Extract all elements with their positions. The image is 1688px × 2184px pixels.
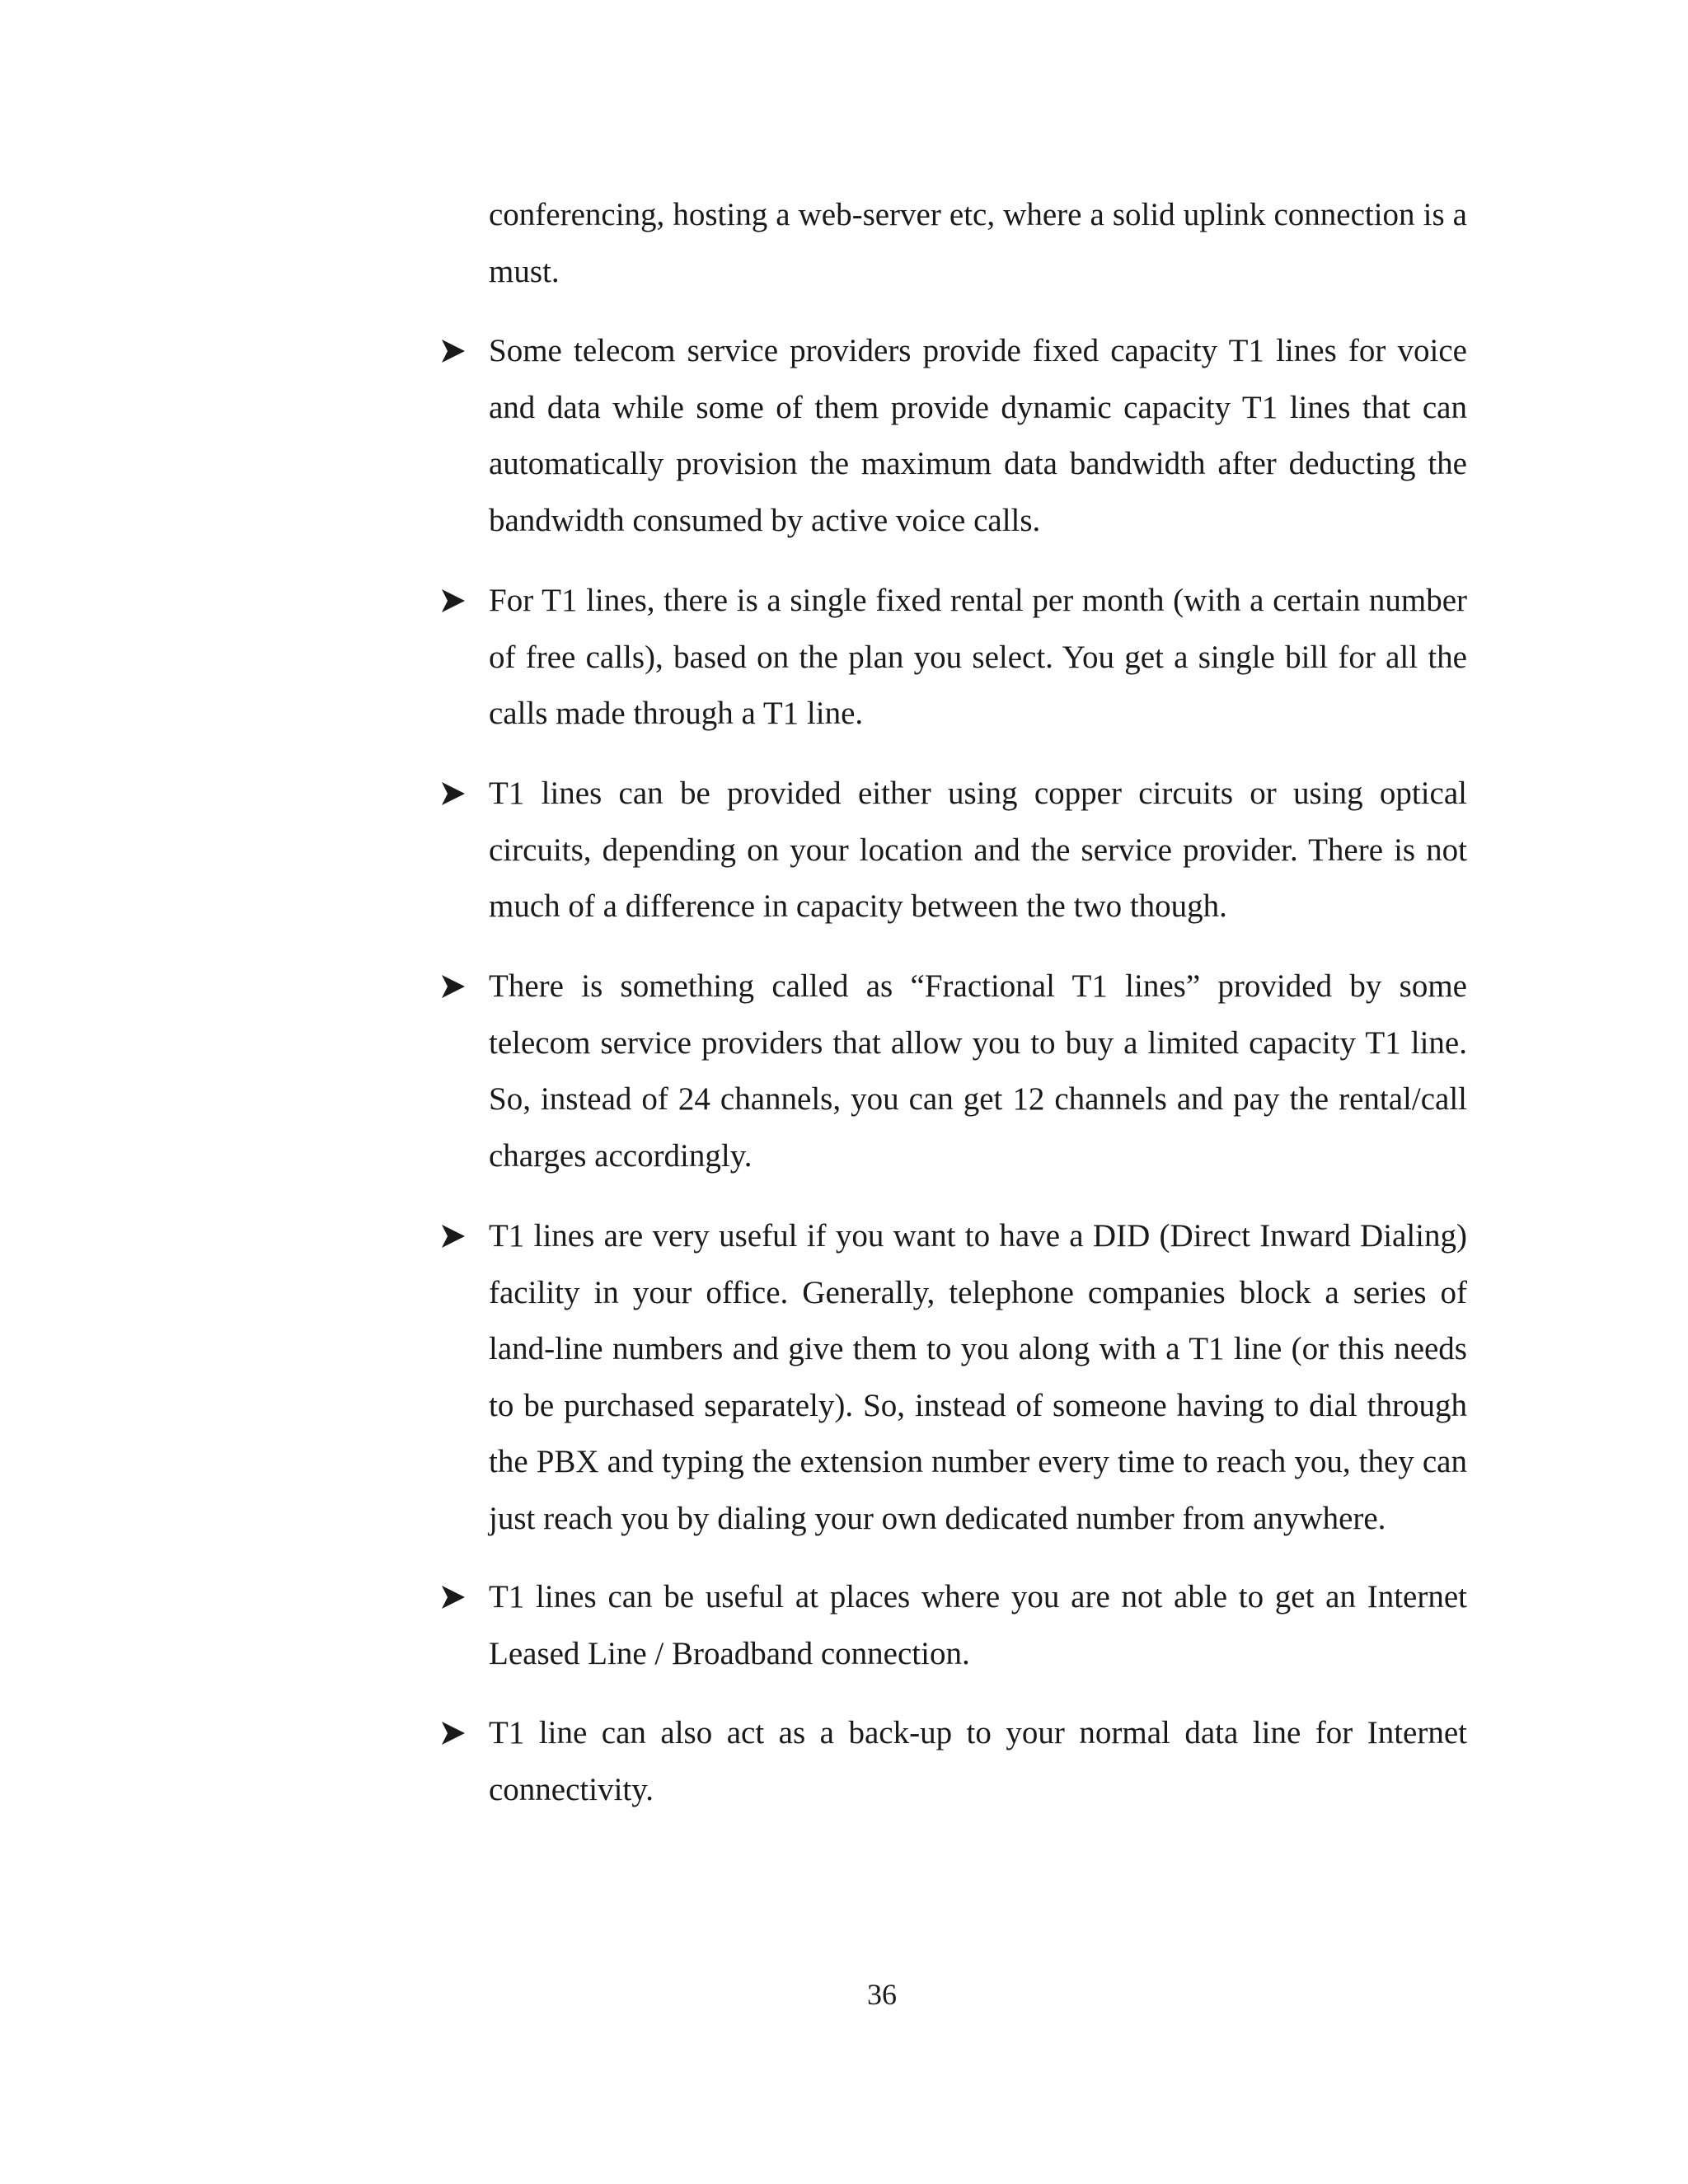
arrowhead-bullet-icon [438, 1582, 468, 1612]
arrowhead-bullet-icon [438, 336, 468, 366]
bullet-item-5: T1 lines are very useful if you want to have a DID (Direct Inward Dialing) facility in your office. Generally, telephone companies block a series of land-line numbers and give them to you along with a T1 line (or this needs to be purchased separately). So, instead of someone having to dial through the PBX and typing the extension number every time to reach you, they can just reach you by dialing your own dedicated number from anywhere. [489, 1218, 1467, 1536]
bullet-item-7: T1 line can also act as a back-up to your normal data line for Internet connectivity. [489, 1715, 1467, 1807]
bullet-item-1: Some telecom service providers provide fixed capacity T1 lines for voice and data while some of them provide dynamic capacity T1 lines that can automatically provision the maximum data bandwidth after deducting the bandwidth consumed by active voice calls. [489, 333, 1467, 538]
arrowhead-bullet-icon [438, 586, 468, 616]
bullet-item-3: T1 lines can be provided either using copper circuits or using optical circuits, depending on your location and the service provider. There is not much of a difference in capacity between the two though. [489, 776, 1467, 924]
arrowhead-bullet-icon [438, 779, 468, 808]
bullet-item-6: T1 lines can be useful at places where you are not able to get an Internet Leased Line / Broadband connection. [489, 1579, 1467, 1671]
bullet-item-2: For T1 lines, there is a single fixed rental per month (with a certain number of free calls), based on the plan you select. You get a single bill for all the calls made through a T1 line. [489, 583, 1467, 731]
bullet-item-4: There is something called as “Fractional T1 lines” provided by some telecom service providers that allow you to buy a limited capacity T1 line. So, instead of 24 channels, you can get 12 channels and pay the rental/call charges accordingly. [489, 968, 1467, 1174]
page-number: 36 [867, 1978, 897, 2011]
continuation-paragraph: conferencing, hosting a web-server etc, where a solid uplink connection is a must. [489, 197, 1467, 289]
arrowhead-bullet-icon [438, 972, 468, 1001]
arrowhead-bullet-icon [438, 1718, 468, 1748]
arrowhead-bullet-icon [438, 1221, 468, 1251]
